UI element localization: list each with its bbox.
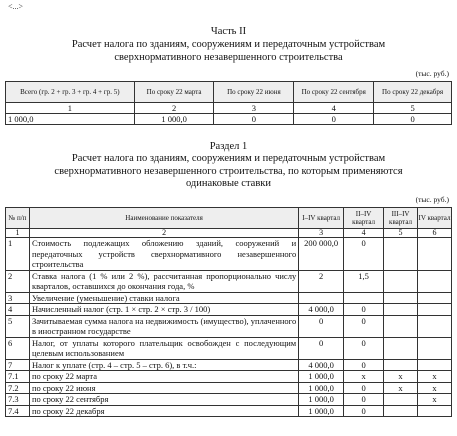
column-header: По сроку 22 июня [214,82,294,103]
section-unit-label: (тыс. руб.) [415,195,449,204]
value-cell: x [418,371,452,383]
indicator-name-cell: Налог к уплате (стр. 4 – стр. 5 – стр. 6), в т.ч.: [29,359,298,371]
table-cell: 1 000,0 [134,114,214,125]
value-cell [418,238,452,271]
indicator-name-cell: Ставка налога (1 % или 2 %), рассчитанная пропорционально числу кварталов, оставшихся до окончания года, % [29,270,298,292]
column-number: 3 [214,103,294,114]
column-number: 6 [418,229,452,238]
value-cell [418,292,452,304]
value-cell: 0 [344,238,384,271]
value-cell [384,315,418,337]
table-header-row [6,208,452,229]
value-cell: 0 [299,337,344,359]
section-tax-table [5,207,452,417]
value-cell: 4 000,0 [299,359,344,371]
value-cell: 200 000,0 [299,238,344,271]
section-subtitle-line: Расчет налога по зданиям, сооружениям и передаточным устройствам [71,153,386,164]
part-subtitle-line: Расчет налога по зданиям, сооружениям и передаточным устройствам [71,39,386,50]
table-cell: 1 000,0 [6,114,135,125]
column-header: I–IV квартал [299,208,344,229]
column-header: По сроку 22 сентября [294,82,374,103]
table-row [6,337,452,359]
column-number: 4 [344,229,384,238]
value-cell [418,270,452,292]
part-title: Часть II [210,26,247,37]
indicator-name-cell: Увеличение (уменьшение) ставки налога [29,292,298,304]
value-cell [384,337,418,359]
row-number-cell: 7.1 [6,371,30,383]
value-cell: 1,5 [344,270,384,292]
table-row [6,405,452,417]
value-cell [418,405,452,417]
value-cell [384,292,418,304]
indicator-name-cell: Зачитываемая сумма налога на недвижимость (имущество), уплаченного в иностранном государстве [29,315,298,337]
indicator-name-cell: Начисленный налог (стр. 1 × стр. 2 × стр. 3 / 100) [29,304,298,316]
value-cell [344,292,384,304]
top-ellipsis-marker: <...> [8,2,24,11]
table-row [6,371,452,383]
indicator-name-cell: по сроку 22 июня [29,382,298,394]
value-cell: 1 000,0 [299,394,344,406]
table-row [6,304,452,316]
column-number: 1 [6,229,30,238]
row-number-cell: 3 [6,292,30,304]
column-header: № п/п [6,208,30,229]
value-cell: 1 000,0 [299,371,344,383]
value-cell [384,304,418,316]
value-cell: 0 [344,405,384,417]
value-cell: 0 [299,315,344,337]
value-cell: 4 000,0 [299,304,344,316]
section-subtitle [0,153,457,191]
column-number: 5 [384,229,418,238]
column-number: 4 [294,103,374,114]
value-cell: 0 [344,394,384,406]
column-header: IV квартал [418,208,452,229]
value-cell [384,359,418,371]
column-number: 5 [374,103,452,114]
value-cell [384,394,418,406]
part-subtitle-line: сверхнормативного незавершенного строительства [114,51,343,63]
section-subtitle-line: одинаковые ставки [185,178,272,189]
value-cell: 2 [299,270,344,292]
part-summary-table [5,81,452,125]
table-row [6,382,452,394]
column-number: 2 [29,229,298,238]
row-number-cell: 4 [6,304,30,316]
column-header: По сроку 22 декабря [374,82,452,103]
row-number-cell: 7.2 [6,382,30,394]
table-row [6,359,452,371]
table-cell: 0 [214,114,294,125]
row-number-cell: 6 [6,337,30,359]
value-cell [418,337,452,359]
table-cell: 0 [374,114,452,125]
value-cell: 0 [344,304,384,316]
column-header: II–IV квартал [344,208,384,229]
part-unit-label: (тыс. руб.) [415,69,449,78]
table-row [6,394,452,406]
value-cell [418,359,452,371]
value-cell: x [384,382,418,394]
section-subtitle-line: сверхнормативного незавершенного строительства, по которым применяются [54,165,403,177]
column-header: III–IV квартал [384,208,418,229]
column-number: 3 [299,229,344,238]
indicator-name-cell: по сроку 22 сентября [29,394,298,406]
row-number-cell: 5 [6,315,30,337]
value-cell [299,292,344,304]
value-cell: 0 [344,382,384,394]
value-cell: 1 000,0 [299,382,344,394]
table-row [6,270,452,292]
column-number-row [6,103,452,114]
table-cell: 0 [294,114,374,125]
value-cell: 0 [344,337,384,359]
column-header: По сроку 22 марта [134,82,214,103]
section-table-body [6,238,452,417]
table-row [6,292,452,304]
column-number: 2 [134,103,214,114]
row-number-cell: 7.4 [6,405,30,417]
row-number-cell: 2 [6,270,30,292]
value-cell: 0 [344,359,384,371]
value-cell: x [344,371,384,383]
part-subtitle [0,39,457,64]
value-cell [384,405,418,417]
value-cell [384,270,418,292]
row-number-cell: 1 [6,238,30,271]
indicator-name-cell: Налог, от уплаты которого плательщик освобожден с последующим целевым использованием [29,337,298,359]
column-number-row [6,229,452,238]
row-number-cell: 7.3 [6,394,30,406]
column-number: 1 [6,103,135,114]
value-cell [418,315,452,337]
value-cell: x [418,382,452,394]
section-title: Раздел 1 [209,141,248,152]
indicator-name-cell: Стоимость подлежащих обложению зданий, сооружений и передаточных устройств сверхнормативного незавершенного строительства [29,238,298,271]
indicator-name-cell: по сроку 22 марта [29,371,298,383]
table-row [6,315,452,337]
value-cell: x [418,394,452,406]
row-number-cell: 7 [6,359,30,371]
value-cell: 0 [344,315,384,337]
value-cell [418,304,452,316]
value-cell [384,238,418,271]
indicator-name-cell: по сроку 22 декабря [29,405,298,417]
table-header-row [6,82,452,103]
table-row [6,238,452,271]
column-header: Наименование показателя [29,208,298,229]
column-header: Всего (гр. 2 + гр. 3 + гр. 4 + гр. 5) [6,82,135,103]
value-cell: x [384,371,418,383]
value-cell: 1 000,0 [299,405,344,417]
table-row [6,114,452,125]
